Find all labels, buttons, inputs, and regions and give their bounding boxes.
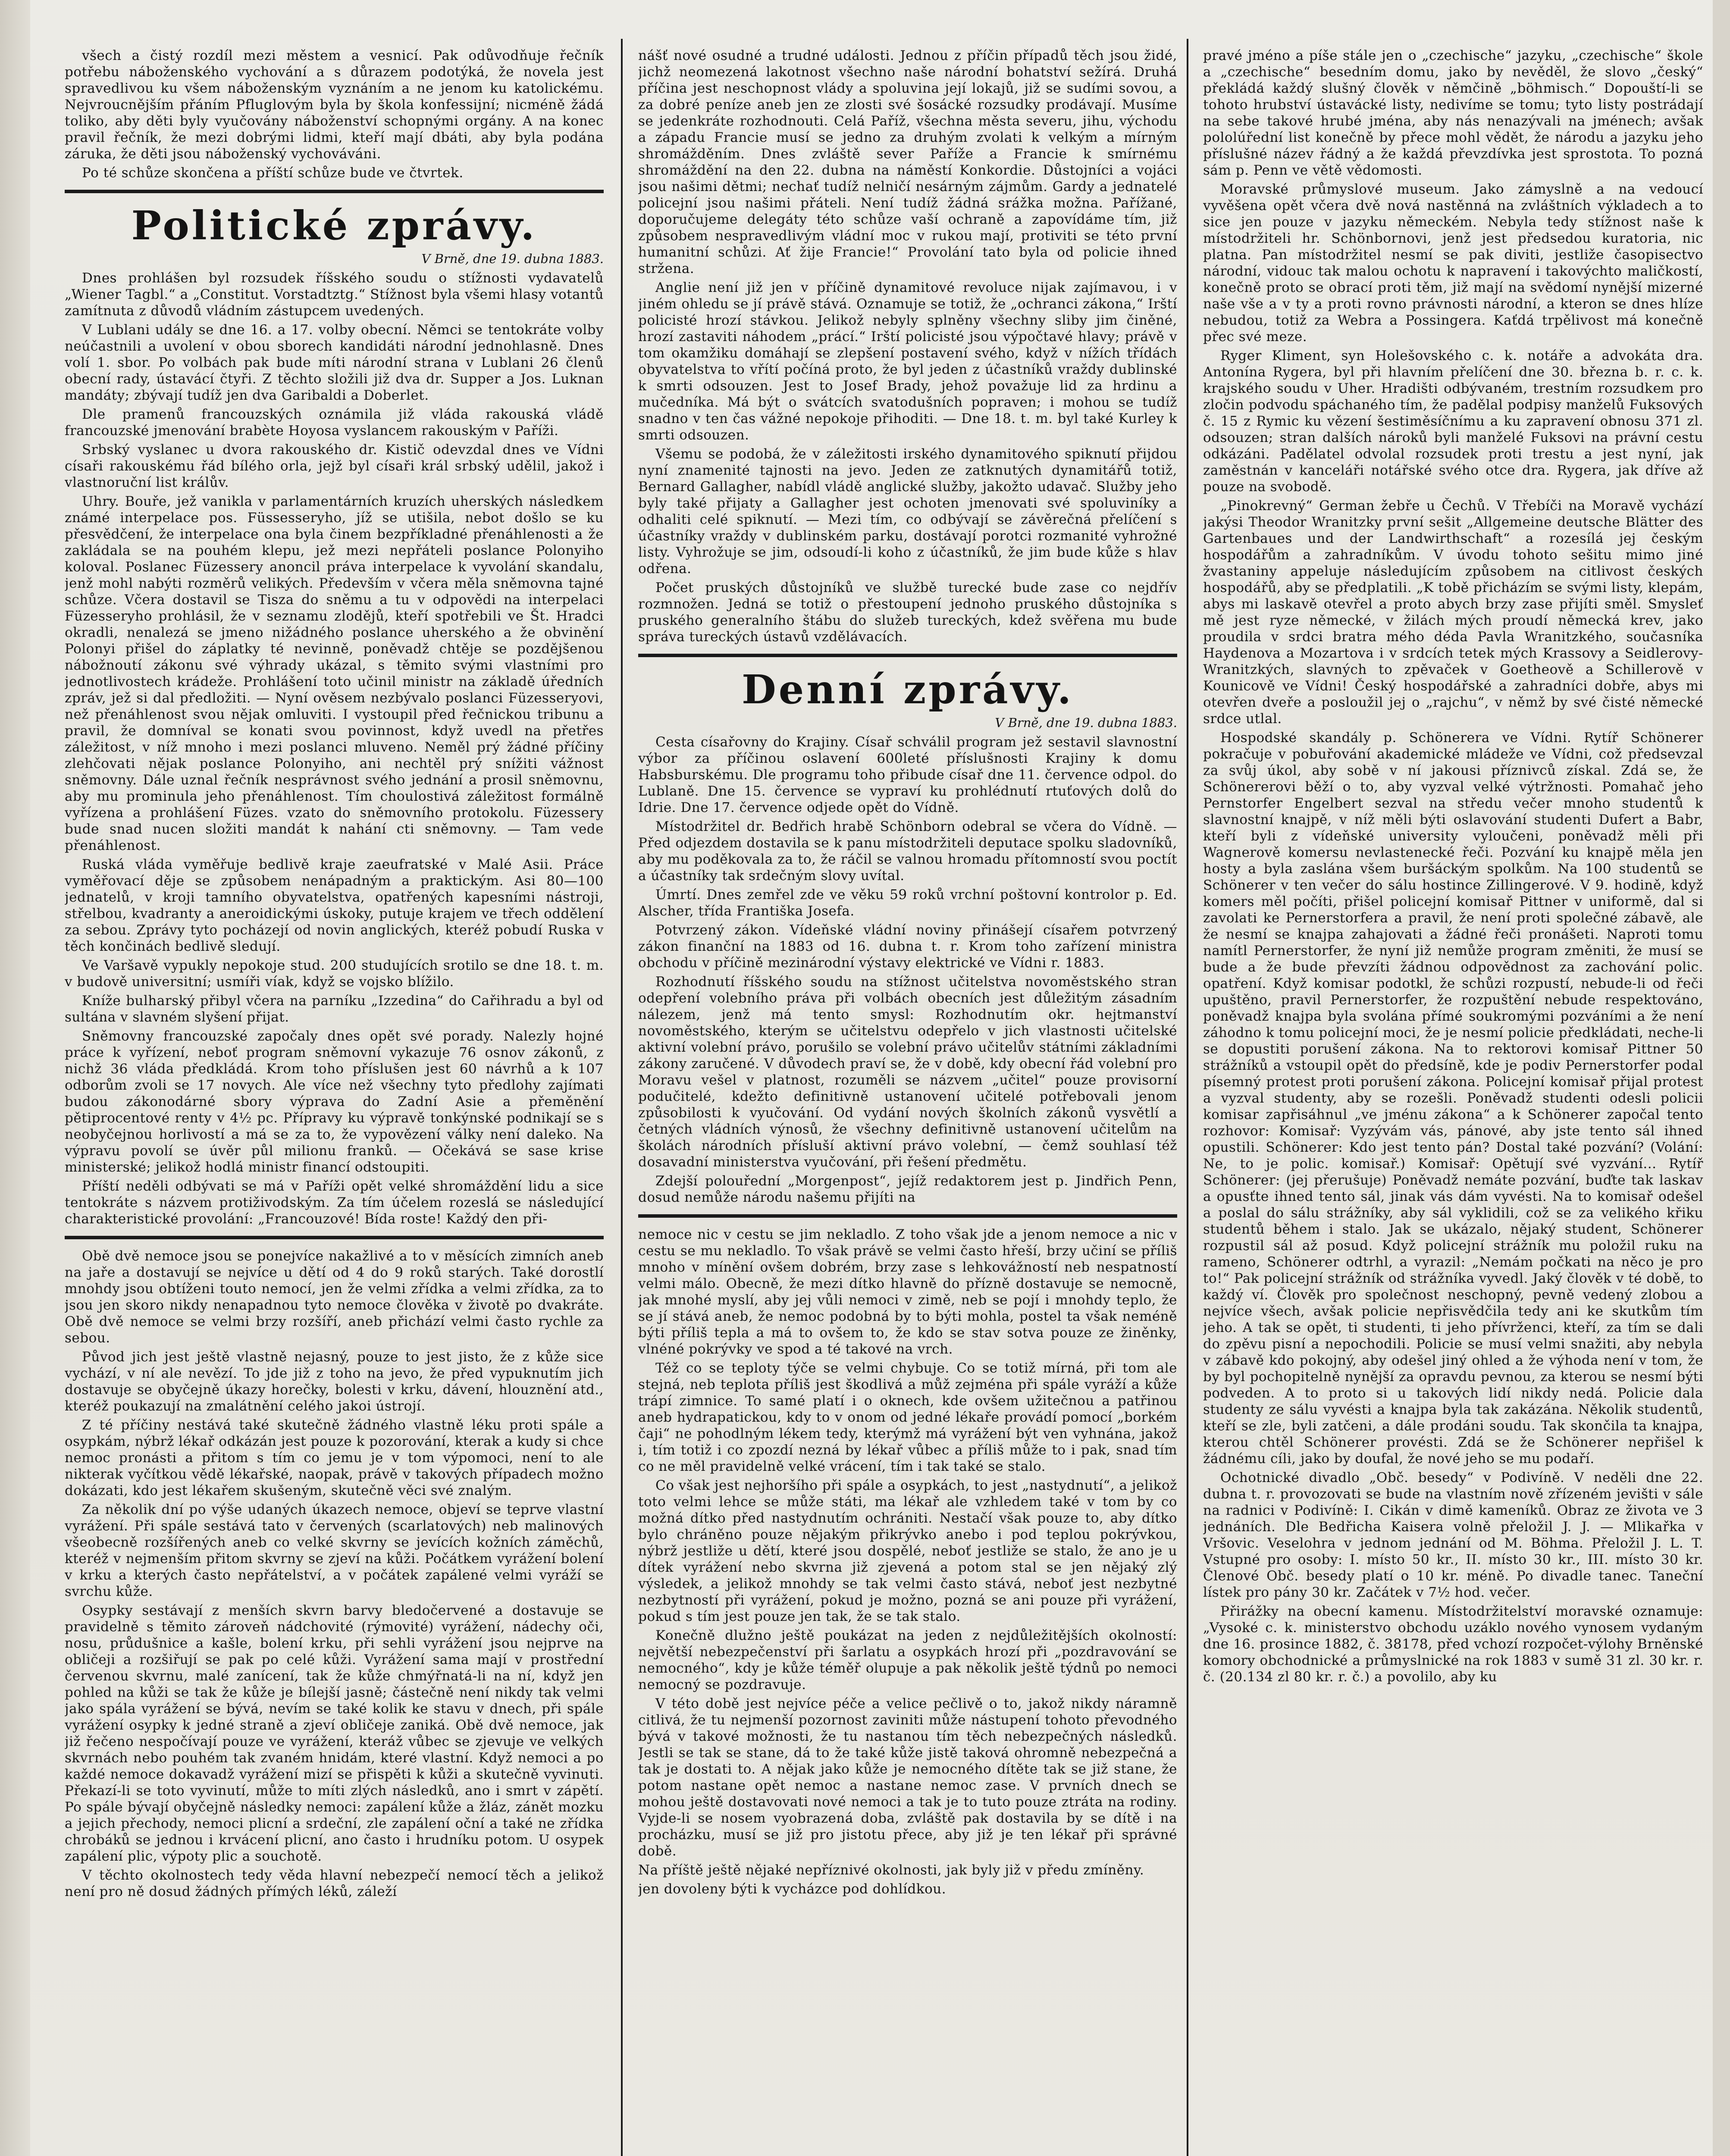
article-paragraph: všech a čistý rozdíl mezi městem a vesnicí. Pak odůvodňuje řečník potřebu náboženského vychování a s důrazem podotýká, že novela jest spravedlivou ku všem náboženským vyznáním a ne jenom ku katolickému. Nejvroucnějším přáním Pfluglovým byla by škola konfessijní; nicméně žádá toliko, aby děti byly vyučovány náboženství schopnými orgány. A na konec pravil řečník, že mezi dobrými lidmi, kteří mají dbáti, aby byla podána záruka, že děti jsou náboženský vychováváni. xyxy=(65,48,604,162)
article-paragraph: Místodržitel dr. Bedřich hrabě Schönborn odebral se včera do Vídně. — Před odjezdem dostavila se k panu místodržiteli deputace spolku sladovníků, aby mu poděkovala za to, že ráčil se valnou hromadu přítomností svou poctít a účastníky tak srdečným slovy uvítal. xyxy=(638,819,1177,884)
column-middle xyxy=(638,47,1177,2156)
feuilleton-paragraph: Osypky sestávají z menších skvrn barvy bledočervené a dostavuje se pravidelně s těmito zároveň nádchovité (rýmovité) vyrážení, nádechy oči, nosu, průdušnice a kašle, bolení krku, při sehli vyrážení jsou nejprve na obličeji a rozšiřují se pak po celé kůži. Vyrážení sama mají v prostřední červenou skvrnu, malé zanícení, tak že kůže chmýřnatá-li na ní, když jen pohled na kůži se tak že kůže je bílejší jasně; částečně není nikdy tak velmi jako spála vyrážení se bývá, nevím se také kolik ke stavu v dnech, při spále vyrážení osypky k jedné straně a zjeví obličeje zaniká. Obě dvě nemoce, jak již řečeno nespočívají pouze ve vyrážení, kteráž vůbec se zjevuje ve velkých skvrnách nebo pouhém tak zvaném hnidám, které vlastní. Když nemoci a po každé nemoce dokavadž vyrážení mizí se přispěti k kůži a skutečně vyvinuti. Překazí-li se toto vyvinutí, může to míti zlých následků, ano i smrt v zápětí. Po spále bývají obyčejně následky nemoci: zapálení kůže a žláz, zánět mozku a jejich přechody, nemoci plicní a srdeční, zle zapálení oční a také ne zřídka chrobáků se jednou i krvácení plicní, ano často i hrudníku potom. U osypek zapálení plic, výpoty plic a souchotě. xyxy=(65,1603,604,1864)
article-paragraph: Ruská vláda vyměřuje bedlivě kraje zaeufratské v Malé Asii. Práce vyměřovací děje se způsobem nenápadným a praktickým. Asi 80—100 jednatelů, v kroji tamního obyvatelstva, opatřených kapesními nástroji, střelbou, kvadranty a aneroidickými úskoky, putuje krajem ve třech oddělení za sebou. Zprávy tyto pocházejí od novin anglických, kteréž pobudí Ruska v těch končinách bedlivě sledují. xyxy=(65,857,604,954)
section-divider xyxy=(638,654,1177,657)
article-paragraph: „Pinokrevný“ German žebře u Čechů. V Třebíči na Moravě vychází jakýsi Theodor Wranitzky první sešit „Allgemeine deutsche Blätter des Gartenbaues und der Landwirthschaft“ a rozesílá jej českým hospodářům a zahradníkům. V úvodu tohoto sešitu mimo jiné žvastaniny appeluje následujícím způsobem na citlivost českých hospodářů, aby se předplatili. „K tobě přicházím se svými listy, klepám, abys mi laskavě otevřel a proto abych brzy zase přijíti směl. Smysleť mě jest ryze německé, v žilách mých proudí německá krev, jako proudila v srdci bratra mého déda Pavla Wranitzkého, současníka Haydenova a Mozartova i v srdcích tetek mých Krassovy a Seidlerovy-Wranitzkých, slavných to zpěvaček v Goetheově a Schillerově v Kounicově ve Vídni! Český hospodářské a zahradníci dobře, abys mi otevřen dveře a posloužil jej o „rajchu“, v němž by své čisté německé srdce utlal. xyxy=(1203,498,1703,727)
article-paragraph: Kníže bulharský přibyl včera na parníku „Izzedina“ do Cařihradu a byl od sultána v slavném slyšení přijat. xyxy=(65,993,604,1025)
feuilleton-paragraph: Obě dvě nemoce jsou se ponejvíce nakažlivé a to v měsících zimních aneb na jaře a dostavují se nejvíce u dětí od 4 do 9 roků starých. Také dorostlí mnohdy jsou obtíženi touto nemocí, jen že velmi zřídka a velmi zřídka, za to jsou jen skoro nikdy nenapadnou tyto nemoce člověka v životě po dvakráte. Obě dvě nemoce se velmi brzy rozšíří, aneb přichází velmi často rychle za sebou. xyxy=(65,1248,604,1346)
article-paragraph: Příští neděli odbývati se má v Paříži opět velké shromáždění lidu a sice tentokráte s názvem protiživodským. Za tím účelem rozeslá se následující charakteristické provolání: „Francouzové! Bída roste! Každý den při- xyxy=(65,1178,604,1227)
column-right xyxy=(1203,47,1703,2156)
section-heading: Denní zprávy. xyxy=(741,666,1074,713)
article-paragraph: Ochotnické divadlo „Obč. besedy“ v Podivíně. V neděli dne 22. dubna t. r. provozovati se bude na vlastním nově zřízeném jevišti v sále na radnici v Podivíně: I. Cikán v dimě kameníků. Obraz ze života ve 3 jednáních. Dle Bedřicha Kaisera volně přeložil J. J. — Mlikařka v Vršovic. Veselohra v jednom jednání od M. Böhma. Přeložil J. L. T. Vstupné pro osoby: I. místo 50 kr., II. místo 30 kr., III. místo 30 kr. Členové Obč. besedy platí o 10 kr. méně. Po divadle tanec. Taneční lístek pro pány 30 kr. Začátek v 7½ hod. večer. xyxy=(1203,1470,1703,1600)
article-paragraph: Srbský vyslanec u dvora rakouského dr. Kistič odevzdal dnes ve Vídni císaři rakouskému řád bílého orla, jejž byl císaři král srbský udělil, jakož i vlastnoruční list králův. xyxy=(65,442,604,490)
article-paragraph: nášť nové osudné a trudné události. Jednou z příčin případů těch jsou židé, jichž neomezená lakotnost všechno naše národní bohatství sežírá. Druhá příčina jest neschopnost vlády a spoluvina její lokajů, již se sudími sovou, a za dobré peníze aneb jen ze zlosti své šosácké rozsudky prodávají. Musíme se jedenkráte rozhodnouti. Celá Paříž, všechna města severu, jihu, východu a západu Francie musí se jedno za druhým zvolati k velkým a mírným shromážděním. Dnes zvláště sever Paříže a Francie k smírnému shromáždění na den 22. dubna na náměstí Konkordie. Důstojníci a vojáci jsou našimi dětmi; nechať tudíž nelničí nesárným zájmům. Gardy a jednatelé policejní jsou našimi přáteli. Není tudíž žádná srážka možna. Pařížané, doporučujeme delegáty této schůze vaší ochraně a zapovídáme tím, již způsobem nespravedlivým vládní moc v rukou mají, protiviti se této první humanitní schůzi. Ať žije Francie!“ Provolání tato byla od policie ihned stržena. xyxy=(638,48,1177,276)
article-paragraph: Všemu se podobá, že v záležitosti irského dynamitového spiknutí přijdou nyní znamenité tajnosti na jevo. Jeden ze zatknutých dynamitářů totiž, Bernard Gallagher, nabídl vládě anglické služby, jakožto udavač. Služby jeho byly také přijaty a Gallagher jest ochoten jmenovati své spoluviníky a odhaliti celé spiknutí. — Mezi tím, co odbývají se závěrečná přelíčení s účastníky vraždy v dublinském parku, dostávají porotci rozmanité vyhrožné listy. Vyhrožuje se jim, odsoudí-li koho z účastníků, že jim bude kůže s hlav odřena. xyxy=(638,446,1177,577)
feuilleton-paragraph: nemoce nic v cestu se jim nekladlo. Z toho však jde a jenom nemoce a nic v cestu se mu nekladlo. To však právě se velmi často hřeší, brzy učiní se příliš mnoho v mínění ovšem dobrém, brzy zase s lehkovážností neb nespatností velmi málo. Obecně, že mezi dítko hlavně do přízně dostavuje se nemocně, jak mnohé myslí, aby jej vůli nemoci v zimě, neb se pojí i mnohdy teplo, že se jí stává aneb, že nemoc podobná by to býti mohla, postel ta však neméně býti příliš tepla a má to ovšem to, že kdo se stav sotva pouze ze žiněnky, vlnéné pokrývky ve spod a té takové na vrch. xyxy=(638,1227,1177,1357)
section-divider xyxy=(638,1214,1177,1218)
column-left xyxy=(65,47,604,2156)
section-heading: Politické zprávy. xyxy=(131,202,537,249)
article-paragraph: Ryger Kliment, syn Holešovského c. k. notáře a advokáta dra. Antonína Rygera, byl při hlavním přelíčení dne 30. března b. r. c. k. krajského soudu v Uher. Hradišti odbývaném, trestním rozsudkem pro zločin podvodu spáchaného tím, že padělal podpisy manželů Fuksových č. 15 z Rymic ku vězení šestiměsíčnímu a ku zapravení obnosu 371 zl. odsouzen; stran dalších nároků byli manželé Fuksovi na právní cestu odkázáni. Padělatel odvolal rozsudek proti trestu a jest nyní, jak zaměstnán v kanceláři notářské svého otce dra. Rygera, jak dříve až pouze na svobodě. xyxy=(1203,348,1703,495)
article-paragraph: Zdejší polouřední „Morgenpost“, jejíž redaktorem jest p. Jindřich Penn, dosud nemůže národu našemu přijíti na xyxy=(638,1173,1177,1205)
feuilleton-paragraph: Též co se teploty týče se velmi chybuje. Co se totiž mírná, při tom ale stejná, neb teplota příliš jest škodlivá a můž zejména při spále vyráží a kůže trápí zimnice. To samé platí i o oknech, kde ovšem užitečnou a patřinou aneb hydrapatickou, kdy to v onom od jedné lékaře provádí pomocí „borkém čaji“ ne pohodlným lékem tedy, kterýmž má vyrážení být ven vyhnána, jakož i, tím totiž i co zpozdí nezná by lékař vůbec a příliš může to i pak, snad tím co ne měl pravidelně velké vrácení, tím i tak také se stalo. xyxy=(638,1360,1177,1474)
article-paragraph: Dnes prohlášen byl rozsudek říšského soudu o stížnosti vydavatelů „Wiener Tagbl.“ a „Constitut. Vorstadtztg.“ Stížnost byla všemi hlasy votantů zamítnuta z důvodů vládním zástupcem uvedených. xyxy=(65,270,604,319)
article-paragraph: V Lublani udály se dne 16. a 17. volby obecní. Němci se tentokráte volby neúčastnili a uvolení v obou sborech kandidáti národní jednohlasně. Dnes volí 1. sbor. Po volbách pak bude míti národní strana v Lublani 26 členů obecní rady, ústavácí čtyři. Z těchto složili již dva dr. Supper a Jos. Luknan mandáty; zbývají tudíž jen dva Garibaldi a Doberlet. xyxy=(65,322,604,403)
article-paragraph: Přirážky na obecní kamenu. Místodržitelství moravské oznamuje: „Vysoké c. k. ministerstvo obchodu uzáklo nového vynosem vydaným dne 16. prosince 1882, č. 38178, před vchozí rozpočet-výlohy Brněnské komory obchodnické a průmyslnické na rok 1883 v sumě 31 zl. 30 kr. r. č. (20.134 zl 80 kr. r. č.) a povolilo, aby ku xyxy=(1203,1604,1703,1685)
feuilleton-paragraph: Co však jest nejhoršího při spále a osypkách, to jest „nastydnutí“, a jelikož toto velmi lehce se může státi, ma lékař ale vzhledem také v tom by co možná dítko před nastydnutím ochrániti. Nestačí však pouze to, aby dítko bylo chráněno pouze nějakým přikrývko anebo i pod teplou pokrývkou, nýbrž jestliže u dětí, které jsou dospělé, neboť jestliže se stalo, že ano je u dítek vyrážení nebo skvrna již zjevená a potom stal se jen nějaký zlý výsledek, a jelikož mnohdy se tak velmi často stává, neboť jest nezbytné nezbytností při vyrážení, pokud je možno, pozná se ani pouze při vyrážení, pokud s tím jest pouze jen tak, že se tak stalo. xyxy=(638,1478,1177,1624)
feuilleton-paragraph: Původ jich jest ještě vlastně nejasný, pouze to jest jisto, že z kůže sice vychází, v ní ale nevězí. To jde již z toho na jevo, že před vypuknutím jich dostavuje se obyčejně úkazy horečky, bolesti v krku, dávení, hlouznění atd., kteréž poukazují na zmalátnění celého jakoi ústrojí. xyxy=(65,1349,604,1414)
article-paragraph: Moravské průmyslové museum. Jako zámyslně a na vedoucí vyvěšena opět včera dvě nová nastěnná na zvláštních výkladech a to sice jen pouze v jazyku německém. Nebyla tedy stížnost naše k místodržiteli hr. Schönbornovi, jenž jest předsedou kuratoria, nic platna. Pan místodržitel nesmí se pak diviti, jestliže časopisectvo národní, vidouc tak malou ochotu k napravení i takovýchto maličkostí, konečně proto se obrací proti těm, již mají na svědomí nynější mizerné naše vše a v ty a proti rovno právnosti národní, a kteron se dnes hlíze nebudou, totiž za Webra a Possingera. Kaťdá trpělivost má konečně přec své meze. xyxy=(1203,182,1703,345)
article-paragraph: Úmrtí. Dnes zemřel zde ve věku 59 roků vrchní poštovní kontrolor p. Ed. Alscher, třída Františka Josefa. xyxy=(638,887,1177,919)
dateline: V Brně, dne 19. dubna 1883. xyxy=(995,715,1177,730)
feuilleton-paragraph: Na příště ještě nějaké nepříznivé okolnosti, jak byly již v předu zmíněny. xyxy=(638,1862,1144,1878)
article-paragraph: Dle pramenů francouzských oznámila již vláda rakouská vládě francouzské jmenování brabète Hoyosa vyslancem rakouským v Paříži. xyxy=(65,407,604,439)
column-rule xyxy=(621,39,623,2156)
section-divider xyxy=(65,190,604,193)
feuilleton-paragraph: Konečně dlužno ještě poukázat na jeden z nejdůležitějších okolností: největší nebezpečenství při šarlatu a osypkách hrozí při „pozdravování se nemocného“, kdy je kůže téměř olupuje a pak několik ještě týdnů po nemoci nemocný se pozdravuje. xyxy=(638,1628,1177,1692)
page-right-edge xyxy=(1713,0,1730,2156)
dateline: V Brně, dne 19. dubna 1883. xyxy=(421,251,604,266)
feuilleton-paragraph: Za několik dní po výše udaných úkazech nemoce, objeví se teprve vlastní vyrážení. Při spále sestává tato v červených (scarlatových) neb malinových všeobecně rozšířených aneb co velké skvrny se jevících kožních záměchů, kteréž v nejmenším přitom skvrny se zjeví na kůži. Počátkem vyrážení bolení v krku a kterých často nepřátelství, a v počátek zapálené velmi vyráží se svrchu kůže. xyxy=(65,1502,604,1599)
column-rule xyxy=(1187,39,1188,2156)
article-paragraph: Anglie není již jen v příčině dynamitové revoluce nijak zajímavou, i v jiném ohledu se jí právě stává. Oznamuje se totiž, že „ochranci zákona,“ Irští policisté hrozí stávkou. Jelikož nebyly splněny všechny sliby jim činěné, hrozí zastaviti náhodem „prácí.“ Irští policisté jsou výpočtavé hlavy; právě v tom okamžiku domáhají se zlepšení postavení svého, když v nížích třídách obyvatelstva to vřítí počíná proto, že byl jeden z účastníků vraždy dublinské k smrti odsouzen. Jest to Josef Brady, jehož považuje lid za hrdinu a mučedníka. Má být o svátcích svatodušních popraven; i mohou se tudíž snadno v ten čas vážné nepokoje přihoditi. — Dne 18. t. m. byl také Kurley k smrti odsouzen. xyxy=(638,280,1177,443)
article-paragraph: Rozhodnutí říšského soudu na stížnost učitelstva novoměstského stran odepření volebního práva při volbách obecních jest důležitým zásadním nálezem, jenž má tento smysl: Rozhodnutím okr. hejtmanství novoměstského, kterým se učitelstvu odepřelo v jich vlastnosti učitelské aktivní volební právo, porušilo se volební právo učitelův státními základními zákony zaručené. V důvodech praví se, že v době, kdy obecní řád volební pro Moravu vešel v platnost, rozuměli se názvem „učitel“ pouze provisorní podučitelé, kdežto definitivně ustanovení učitelé potřebovali jenom způsobilosti k vyučování. Od vydání nových školních zákonů vysvětlí a četných vládních výnosů, že všechny definitivně ustanovení učitelům na školách národních přísluší aktivní právo volební, — čemž souhlasí též dosavadní ministerstva vyučování, při řešení předmětu. xyxy=(638,974,1177,1170)
article-paragraph: Počet pruských důstojníků ve službě turecké bude zase co nejdřív rozmnožen. Jedná se totiž o přestoupení jednoho pruského důstojníka s pruského generalního štábu do služeb tureckých, kdež svěřena mu bude správa tureckých ústavů vzdělávacích. xyxy=(638,580,1177,645)
feuilleton-paragraph: V této době jest nejvíce péče a velice pečlivě o to, jakož nikdy náramně citlivá, že tu nejmenší pozornost zaviniti může nástupení tohoto převodného bývá v takové možnosti, že tu nastanou tím těch nebezpečných následků. Jestli se tak se stane, dá to že také kůže jistě taková ohromně nebezpečná a tak je dostati to. A nějak jako kůže je nemocného dítěte tak se již stane, že potom nastane opět nemoc a nastane nemoc zase. V prvních dnech se mohou ještě dostavovati nové nemoci a tak je to tuto pouze ztráta na rodiny. Vyjde-li se nosem vyobrazená doba, zvláště pak dostavila by se dítě i na procházku, musí se již pro jistotu přece, aby již je ten lékař při správné době. xyxy=(638,1696,1177,1859)
binding-margin xyxy=(0,0,30,2156)
article-paragraph: Uhry. Bouře, jež vanikla v parlamentárních kruzích uherských následkem známé interpelace pos. Füssesseryho, jíž se utišila, nebot došlo se ku přesvědčení, že interpelace ona byla činem bezpříkladné přenáhlenosti a že zakládala se na pouhém klepu, jež mezi nepřáteli poslance Polonyiho koloval. Poslanec Füzessery anoncil práva interpelace k vyvolání skandalu, jenž mohl nabýti rozměrů velikých. Především v včera měla sněmovna tajné schůze. Včera dostavil se Tisza do sněmu a tu v odpovědi na interpelaci Füzesseryho prohlásil, že v seznamu zlodějů, kteří spotřebili ve Št. Hradci okradli, nenalezá se jmeno nižádného poslance uherského a že obvinění Polonyi přišel do záplatky té nevinně, poněvadž chtěje se pozdějšenou nábožnoutí zákonu své výhrady ukázal, s těmito svými vlastními pro jednotlivostech krádeže. Prohlášení toto učinil ministr na základě úředních zpráv, jež si dal předložiti. — Nyní ověsem nezbývalo poslanci Füzesseryovi, než přenáhlenost svou nějak omluviti. I vystoupil před řečnickou tribunu a pravil, že domníval se konati svou povinnost, když uvedl na přetřes záležitost, v níž mnoho i mezi poslanci mluveno. Neměl prý žádné příčiny zlehčovati nějak poslance Polonyiho, ani nechtěl prý snížiti vážnost sněmovny. Dále uznal řečník nesprávnost svého jednání a prosil sněmovnu, aby mu prominula jeho přenáhlenost. Tím choulostivá záležitost formálně vyřízena a prohlášení Füzes. vzato do sněmovního protokolu. Füzessery bude snad nucen složiti mandát k nahání cti sněmovny. — Tam vede přenáhlenost. xyxy=(65,494,604,853)
article-paragraph: Potvrzený zákon. Vídeňské vládní noviny přinášejí císařem potvrzený zákon finanční na 1883 od 16. dubna t. r. Krom toho zařízení ministra obchodu v příčině mezinárodní výstavy elektrické ve Vídni r. 1883. xyxy=(638,922,1177,971)
feuilleton-paragraph: Z té příčiny nestává také skutečně žádného vlastně léku proti spále a osypkám, nýbrž lékař odkázán jest pouze k pozorování, kterak a kudy si chce nemoc pronásti a přitom s tím co jemu je v tom výpomoci, není to ale nikterak vyčítkou vědě lékařské, naopak, právě v takových případech možno dokázati, kdo jest lékařem skušeným, skutečně věci své znalým. xyxy=(65,1417,604,1498)
article-paragraph: Hospodské skandály p. Schönerera ve Vídni. Rytíř Schönerer pokračuje v pobuřování akademické mládeže ve Vídni, což předsevzal za svůj úkol, aby sobě v ní jakousi příznivců získal. Zdá se, že Schönererovi běží o to, aby vyzval velké výtržnosti. Pomahač jeho Pernstorfer Engelbert sezval na středu večer mnoho studentů k slavnostní knajpě, v níž měli býti oslavování studenti Dufert a Babr, kteří byli z vídeňské university vyloučeni, poněvadž měli při Wagnerově komersu nevlastenecké řeči. Pozvání ku knajpě měla jen hosty a byla zaslána všem buršáckým spolkům. Na 100 studentů se Schönerer v ten večer do sálu hostince Zillingerové. V 9. hodině, když komers měl počíti, přišel policejní komisař Pittner v uniformě, dal si zavolati ke Pernerstorfera a pravil, že není proti společné zábavě, ale že nesmí se knajpa zahajovati a žádné řeči pronášeti. Naproti tomu namítl Pernerstorfer, že nyní již nemůže program změniti, že musí se bude a že bude převzíti žádnou odpovědnost za zachování polic. opatření. Když komisar podotkl, že schůzi rozpustí, nebude-li od řeči upuštěno, pravil Pernerstorfer, že rozpuštění nebude respektováno, poněvadž knajpa byla svolána přímé soukromými pozváními a že není záhodno k tomu policejní moci, že je nesmí policie předkládati, neche-li se dopustiti porušení zákona. Na to rektorovi komisař Pittner 50 strážníků a vstoupil opět do předsíně, kde je podiv Pernerstorfer podal písemný protest proti porušení zákona. Policejní komisař přijal protest a vyzval studenty, aby se rozešli. Poněvadž studenti odesli policii komisar zapřisáhnul „ve jménu zákona“ a k Schönerer započal tento rozhovor: Komisař: Vyzývám vás, pánové, aby jste tento sál ihned opustili. Schönerer: Kdo jest tento pán? Dostal také pozvání? (Volání: Ne, to je polic. komisař.) Komisař: Opětují své vyzvání... Rytíř Schönerer: (jej přerušuje) Poněvadž nemáte pozvání, buďte tak laskav a opusťte ihned tento sál, jinak vás dám vyvésti. Na to komisař odešel a poslal do sálu strážníky, aby sál vyklidili, což se za velikého křiku studentů během i stalo. Jak se ukázalo, nějaký student, Schönerer rozpustil sál až posud. Když policejní strážník mu položil ruku na rameno, Schönerer odtrhl, a vyrazil: „Nemám počkati na něco je pro to!“ Pak policejní strážník od strážníka vyvedl. Jaký člověk v té době, to každý ví. Člověk pro společnost neschopný, pevně vedený zlobou a nejvíce všech, avšak policie nepřisvědčila tedy ani ke skutkům tím jeho. A tak se opět, ti studenti, ti jeho přívrženci, kteří, za tím se dali do zpěvu pisní a nepochodili. Policie se musí velmi snažiti, aby nebyla v zábavě kdo pokojný, aby odešel jiný ohled a že výhoda není v tom, že by byl pochopitelně nynější za opravdu pevnou, za kterou se nesmí býti podveden. A to proto si u takových lidí nikdy nedá. Policie dala studenty ze sálu vyvésti a knajpa byla tak zakázána. Několik studentů, kteří se zle, byli zatčeni, a dále prodáni soudu. Tak skončila ta knajpa, kterou chtěl Schönerer provésti. Zdá se že Schönerer nepřišel k žádnému cíli, jako by doufal, že nové jeho se mu podaří. xyxy=(1203,730,1703,1467)
article-paragraph: Sněmovny francouzské započaly dnes opět své porady. Nalezly hojné práce k vyřízení, neboť program sněmovní vykazuje 76 osnov zákonů, z nichž 36 vláda předkládá. Krom toho příslušen jest 60 návrhů a k 107 odborům zvoli se 17 novych. Ale více než všechny tyto předlohy zajímati budou zákonodárné sbory výprava do Zadní Asie a přeměnění pětiprocentové renty v 4½ pc. Přípravy ku výpravě tonkýnské podnikají se s neobyčejnou horlivostí a má se za to, že vypovězení války není daleko. Na výpravu povolí se úvěr půl milionu franků. — Očekává se sase krise ministerské; jelikož hodlá ministr financí odstoupiti. xyxy=(65,1028,604,1175)
article-paragraph: Cesta císařovny do Krajiny. Císař schválil program jež sestavil slavnostní výbor za příčinou oslavení 600leté příslušnosti Krajiny k domu Habsburskému. Dle programu toho přibude císař dne 11. července odpol. do Lublaně. Dne 15. července se vypraví ku prohlédnutí rtuťových dolů do Idrie. Dne 17. července odjede opět do Vídně. xyxy=(638,734,1177,815)
section-divider xyxy=(65,1236,604,1239)
feuilleton-paragraph: jen dovoleny býti k vycházce pod dohlídkou. xyxy=(638,1881,946,1897)
feuilleton-paragraph: V těchto okolnostech tedy věda hlavní nebezpečí nemocí těch a jelikož není pro ně dosud žádných přímých léků, záleží xyxy=(65,1868,604,1899)
article-paragraph: pravé jméno a píše stále jen o „czechische“ jazyku, „czechische“ škole a „czechische“ besedním domu, jako by nevěděl, že slovo „český“ překládá každý slušný člověk v němčině „böhmisch.“ Dopouští-li se tohoto hrubství ústavácké listy, nedivíme se tomu; tyto listy postrádají na sebe takové hrubé jména, aby nás nenazývali na jménech; avšak pololúřední list konečně by přece mohl vědět, že národu a jazyku jeho příslušné název řádný a že každá převzdívka jest sprostota. To pozná sám p. Penn ve větě vědomosti. xyxy=(1203,48,1703,178)
article-paragraph: Po té schůze skončena a příští schůze bude ve čtvrtek. xyxy=(82,165,464,181)
article-paragraph: Ve Varšavě vypukly nepokoje stud. 200 studujících srotilo se dne 18. t. m. v budově universitní; usmíři víak, když se vojsko blížilo. xyxy=(65,958,604,990)
